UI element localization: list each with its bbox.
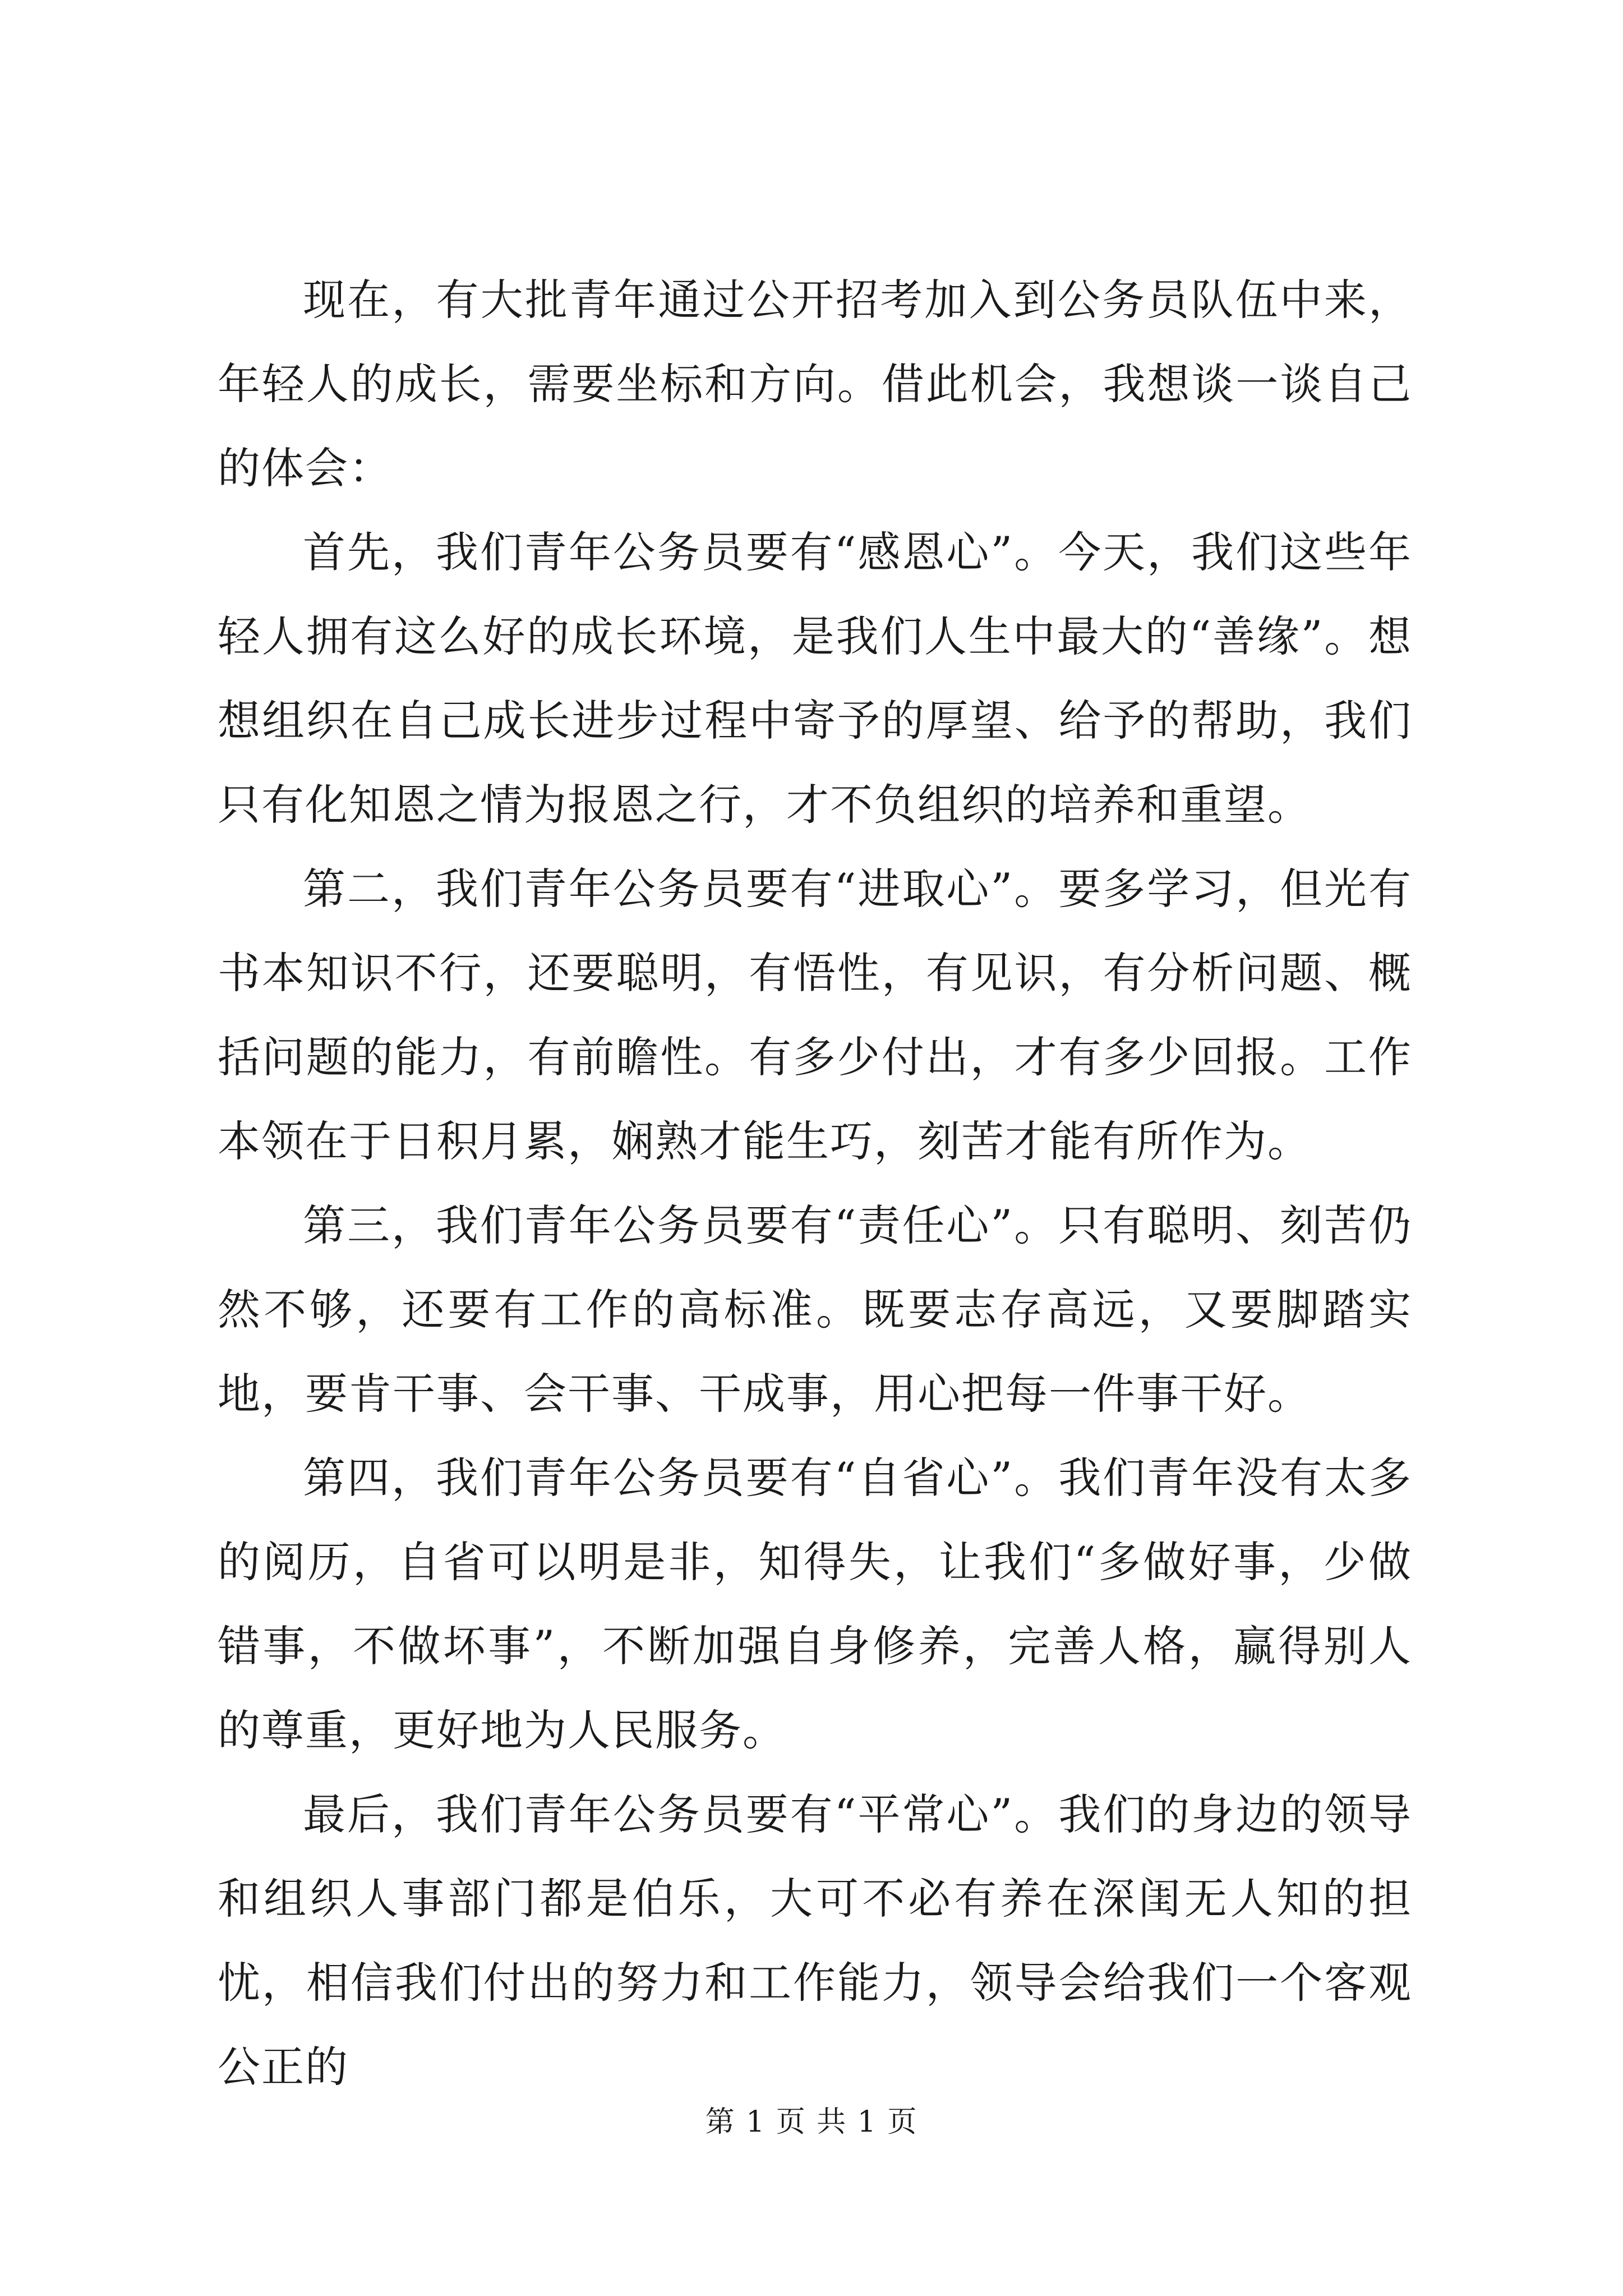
- paragraph-responsibility: 第三，我们青年公务员要有“责任心”。只有聪明、刻苦仍然不够，还要有工作的高标准。既要志存高远，又要脚踏实地，要肯干事、会干事、干成事，用心把每一件事干好。: [218, 1200, 1412, 1419]
- paragraph-intro: 现在，有大批青年通过公开招考加入到公务员队伍中来，年轻人的成长，需要坐标和方向。借此机会，我想谈一谈自己的体会：: [218, 275, 1412, 493]
- paragraph-self-reflection: 第四，我们青年公务员要有“自省心”。我们青年没有太多的阅历，自省可以明是非，知得失，让我们“多做好事，少做错事，不做坏事”，不断加强自身修养，完善人格，赢得别人的尊重，更好地为人民服务。: [218, 1453, 1412, 1755]
- page-footer: 第 1 页 共 1 页: [705, 2105, 918, 2139]
- paragraph-ambition: 第二，我们青年公务员要有“进取心”。要多学习，但光有书本知识不行，还要聪明，有悟性，有见识，有分析问题、概括问题的能力，有前瞻性。有多少付出，才有多少回报。工作本领在于日积月累，娴熟才能生巧，刻苦才能有所作为。: [218, 864, 1412, 1166]
- paragraph-equanimity: 最后，我们青年公务员要有“平常心”。我们的身边的领导和组织人事部门都是伯乐，大可不必有养在深闺无人知的担忧，相信我们付出的努力和工作能力，领导会给我们一个客观公正的: [218, 1789, 1412, 2092]
- document-body: [218, 258, 1412, 2109]
- paragraph-gratitude: 首先，我们青年公务员要有“感恩心”。今天，我们这些年轻人拥有这么好的成长环境，是我们人生中最大的“善缘”。想想组织在自己成长进步过程中寄予的厚望、给予的帮助，我们只有化知恩之情为报恩之行，才不负组织的培养和重望。: [218, 527, 1412, 830]
